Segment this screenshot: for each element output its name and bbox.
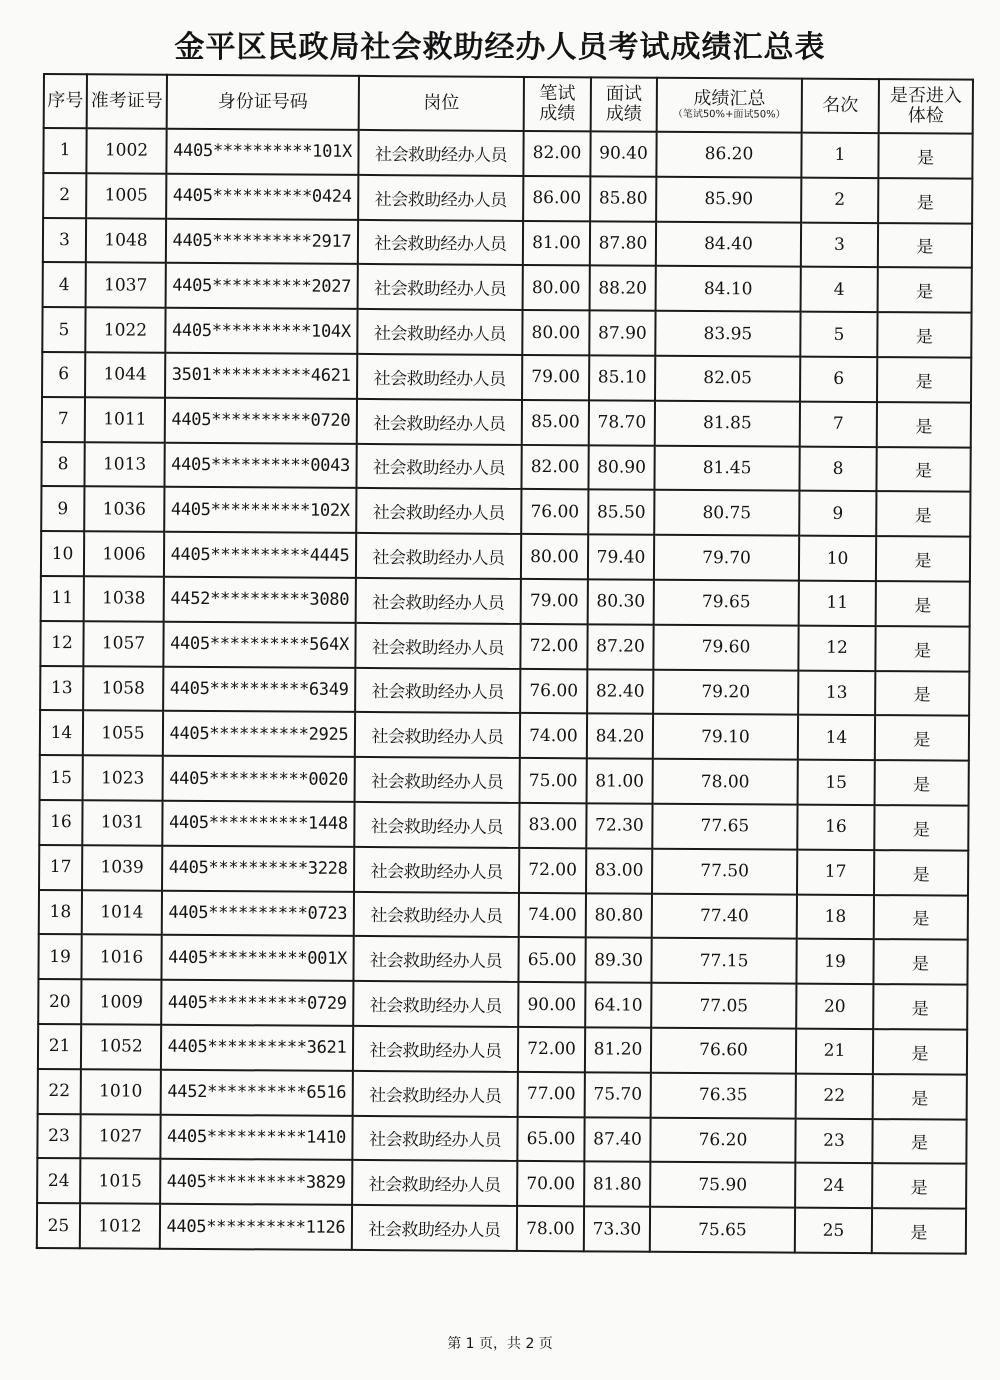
cell-id-number: 4405**********0043 xyxy=(164,442,356,488)
cell-id-number: 4405**********3829 xyxy=(160,1159,352,1205)
cell-written-score: 81.00 xyxy=(523,221,590,266)
cell-rank: 2 xyxy=(801,177,878,222)
cell-seq: 16 xyxy=(39,800,82,845)
cell-rank: 23 xyxy=(795,1118,872,1163)
cell-physical-exam: 是 xyxy=(875,626,969,671)
cell-ticket: 1014 xyxy=(82,890,162,935)
cell-post: 社会救助经办人员 xyxy=(358,175,523,221)
cell-physical-exam: 是 xyxy=(875,760,969,805)
header-rank: 名次 xyxy=(802,79,879,133)
cell-interview-score: 80.30 xyxy=(588,579,654,624)
cell-id-number: 4405**********0424 xyxy=(166,174,358,220)
cell-interview-score: 78.70 xyxy=(589,400,655,445)
cell-seq: 14 xyxy=(40,710,83,755)
cell-post: 社会救助经办人员 xyxy=(352,1205,517,1251)
cell-id-number: 4405**********6349 xyxy=(163,666,355,712)
table-row xyxy=(42,352,971,402)
cell-interview-score: 72.30 xyxy=(586,803,652,848)
cell-post: 社会救助经办人员 xyxy=(356,578,521,624)
cell-total-score: 78.00 xyxy=(653,759,798,805)
cell-id-number: 4405**********0723 xyxy=(162,890,354,936)
cell-interview-score: 87.80 xyxy=(590,221,656,266)
cell-id-number: 4452**********3080 xyxy=(164,577,356,623)
cell-total-score: 84.10 xyxy=(656,266,801,312)
cell-seq: 6 xyxy=(42,352,85,397)
cell-written-score: 80.00 xyxy=(521,534,588,579)
cell-total-score: 76.60 xyxy=(651,1028,796,1074)
table-body xyxy=(37,128,973,1254)
table-row xyxy=(37,1158,966,1208)
cell-written-score: 83.00 xyxy=(519,803,586,848)
table-row xyxy=(37,1114,966,1164)
header-interview-line2: 成绩 xyxy=(605,103,642,125)
cell-interview-score: 81.20 xyxy=(585,1027,651,1072)
cell-ticket: 1013 xyxy=(84,442,164,487)
table-row xyxy=(39,890,968,940)
cell-interview-score: 84.20 xyxy=(587,714,653,759)
cell-physical-exam: 是 xyxy=(878,267,972,312)
cell-ticket: 1039 xyxy=(82,845,162,890)
cell-total-score: 79.70 xyxy=(654,535,799,581)
table-row xyxy=(41,442,970,492)
cell-ticket: 1036 xyxy=(84,487,164,532)
header-interview-line1: 面试 xyxy=(605,83,642,105)
cell-id-number: 4405**********104X xyxy=(165,308,357,354)
cell-ticket: 1057 xyxy=(83,621,163,666)
table-row xyxy=(38,1024,967,1074)
cell-id-number: 4405**********0720 xyxy=(165,398,357,444)
cell-written-score: 78.00 xyxy=(517,1206,584,1251)
cell-post: 社会救助经办人员 xyxy=(356,444,521,490)
header-id-number: 身份证号码 xyxy=(167,75,359,130)
cell-interview-score: 85.50 xyxy=(588,490,654,535)
table-row xyxy=(43,128,972,178)
cell-physical-exam: 是 xyxy=(873,939,967,984)
cell-rank: 3 xyxy=(801,222,878,267)
cell-post: 社会救助经办人员 xyxy=(354,802,519,848)
table-row xyxy=(43,218,972,268)
cell-ticket: 1031 xyxy=(82,800,162,845)
cell-physical-exam: 是 xyxy=(878,223,972,268)
cell-ticket: 1010 xyxy=(81,1069,161,1114)
cell-rank: 22 xyxy=(796,1073,873,1118)
page-footer: 第 1 页，共 2 页 xyxy=(447,1336,553,1352)
cell-id-number: 4405**********001X xyxy=(161,935,353,981)
cell-post: 社会救助经办人员 xyxy=(358,130,523,176)
cell-ticket: 1022 xyxy=(85,307,165,352)
table-row xyxy=(42,307,971,357)
cell-written-score: 72.00 xyxy=(519,848,586,893)
cell-interview-score: 83.00 xyxy=(586,848,652,893)
cell-physical-exam: 是 xyxy=(876,491,970,536)
cell-post: 社会救助经办人员 xyxy=(353,1026,518,1072)
cell-ticket: 1016 xyxy=(81,935,161,980)
cell-id-number: 4452**********6516 xyxy=(161,1069,353,1115)
table-row xyxy=(39,845,968,895)
cell-post: 社会救助经办人员 xyxy=(353,1071,518,1117)
cell-written-score: 72.00 xyxy=(518,1027,585,1072)
cell-total-score: 77.05 xyxy=(651,983,796,1029)
cell-physical-exam: 是 xyxy=(877,402,971,447)
cell-total-score: 79.65 xyxy=(654,580,799,626)
cell-physical-exam: 是 xyxy=(878,178,972,223)
cell-ticket: 1037 xyxy=(86,263,166,308)
cell-ticket: 1038 xyxy=(84,576,164,621)
cell-rank: 21 xyxy=(796,1029,873,1074)
cell-seq: 10 xyxy=(41,531,84,576)
cell-physical-exam: 是 xyxy=(876,447,970,492)
cell-rank: 12 xyxy=(798,625,875,670)
header-post: 岗位 xyxy=(359,76,524,131)
cell-ticket: 1012 xyxy=(80,1203,160,1248)
cell-interview-score: 87.20 xyxy=(587,624,653,669)
cell-written-score: 85.00 xyxy=(522,400,589,445)
header-written-line1: 笔试 xyxy=(539,83,576,105)
header-written-line2: 成绩 xyxy=(539,103,576,125)
cell-written-score: 82.00 xyxy=(523,131,590,176)
cell-interview-score: 80.90 xyxy=(588,445,654,490)
cell-ticket: 1011 xyxy=(85,397,165,442)
header-ticket: 准考证号 xyxy=(87,74,167,128)
cell-seq: 13 xyxy=(40,666,83,711)
cell-seq: 24 xyxy=(37,1158,80,1203)
cell-physical-exam: 是 xyxy=(878,133,972,178)
cell-rank: 10 xyxy=(799,536,876,581)
cell-post: 社会救助经办人员 xyxy=(358,264,523,310)
cell-ticket: 1009 xyxy=(81,979,161,1024)
cell-total-score: 80.75 xyxy=(654,490,799,536)
cell-post: 社会救助经办人员 xyxy=(355,757,520,803)
cell-seq: 4 xyxy=(43,262,86,307)
cell-interview-score: 82.40 xyxy=(587,669,653,714)
header-exam-line2: 体检 xyxy=(907,105,944,127)
cell-post: 社会救助经办人员 xyxy=(353,936,518,982)
cell-post: 社会救助经办人员 xyxy=(354,847,519,893)
cell-id-number: 4405**********3228 xyxy=(162,845,354,891)
cell-rank: 13 xyxy=(798,670,875,715)
cell-rank: 7 xyxy=(800,401,877,446)
header-seq: 序号 xyxy=(44,74,87,128)
table-row xyxy=(40,621,969,671)
cell-written-score: 80.00 xyxy=(522,310,589,355)
cell-seq: 2 xyxy=(43,173,86,218)
cell-rank: 15 xyxy=(798,760,875,805)
cell-physical-exam: 是 xyxy=(875,671,969,716)
cell-physical-exam: 是 xyxy=(877,312,971,357)
cell-total-score: 85.90 xyxy=(656,177,801,223)
header-total-label: 成绩汇总 xyxy=(693,87,766,110)
cell-total-score: 81.45 xyxy=(654,445,799,491)
cell-seq: 25 xyxy=(37,1203,80,1248)
cell-id-number: 4405**********4445 xyxy=(164,532,356,578)
cell-interview-score: 73.30 xyxy=(584,1206,650,1251)
cell-id-number: 4405**********3621 xyxy=(161,1025,353,1071)
cell-seq: 18 xyxy=(39,890,82,935)
cell-id-number: 4405**********1410 xyxy=(160,1114,352,1160)
cell-written-score: 79.00 xyxy=(522,355,589,400)
header-written xyxy=(524,77,591,131)
table-row xyxy=(41,531,970,581)
cell-ticket: 1023 xyxy=(83,755,163,800)
cell-ticket: 1005 xyxy=(86,173,166,218)
cell-written-score: 65.00 xyxy=(517,1116,584,1161)
cell-physical-exam: 是 xyxy=(874,850,968,895)
cell-id-number: 4405**********0020 xyxy=(163,756,355,802)
cell-interview-score: 81.80 xyxy=(584,1162,650,1207)
cell-post: 社会救助经办人员 xyxy=(356,533,521,579)
cell-written-score: 86.00 xyxy=(523,176,590,221)
cell-interview-score: 89.30 xyxy=(585,938,651,983)
cell-total-score: 82.05 xyxy=(655,356,800,402)
cell-physical-exam: 是 xyxy=(873,1029,967,1074)
cell-total-score: 79.10 xyxy=(653,714,798,760)
cell-total-score: 86.20 xyxy=(656,132,801,178)
cell-physical-exam: 是 xyxy=(876,581,970,626)
table-row xyxy=(42,397,971,447)
cell-interview-score: 80.80 xyxy=(586,893,652,938)
cell-written-score: 76.00 xyxy=(520,668,587,713)
header-exam xyxy=(879,79,973,134)
cell-total-score: 77.50 xyxy=(652,848,797,894)
cell-written-score: 72.00 xyxy=(520,624,587,669)
table-row xyxy=(40,710,969,760)
cell-physical-exam: 是 xyxy=(872,1163,966,1208)
cell-interview-score: 85.10 xyxy=(589,355,655,400)
table-row xyxy=(38,979,967,1029)
header-total-note: （笔试50%+面试50%） xyxy=(672,108,786,121)
cell-rank: 1 xyxy=(801,133,878,178)
cell-total-score: 81.85 xyxy=(655,401,800,447)
cell-ticket: 1044 xyxy=(85,352,165,397)
table-row xyxy=(37,1203,966,1253)
table-row xyxy=(41,576,970,626)
cell-written-score: 70.00 xyxy=(517,1161,584,1206)
cell-written-score: 80.00 xyxy=(523,265,590,310)
cell-ticket: 1052 xyxy=(81,1024,161,1069)
cell-interview-score: 79.40 xyxy=(588,535,654,580)
cell-interview-score: 90.40 xyxy=(590,131,656,176)
cell-id-number: 4405**********101X xyxy=(166,129,358,175)
cell-written-score: 74.00 xyxy=(520,713,587,758)
cell-id-number: 4405**********102X xyxy=(164,487,356,533)
cell-post: 社会救助经办人员 xyxy=(355,623,520,669)
cell-rank: 18 xyxy=(797,894,874,939)
cell-post: 社会救助经办人员 xyxy=(355,712,520,758)
cell-total-score: 77.40 xyxy=(652,893,797,939)
cell-id-number: 4405**********2917 xyxy=(166,218,358,264)
cell-interview-score: 64.10 xyxy=(585,982,651,1027)
cell-post: 社会救助经办人员 xyxy=(353,981,518,1027)
cell-seq: 11 xyxy=(41,576,84,621)
cell-seq: 1 xyxy=(43,128,86,173)
cell-written-score: 82.00 xyxy=(521,445,588,490)
table-row xyxy=(39,800,968,850)
cell-physical-exam: 是 xyxy=(877,357,971,402)
cell-written-score: 76.00 xyxy=(521,489,588,534)
cell-written-score: 75.00 xyxy=(520,758,587,803)
cell-post: 社会救助经办人员 xyxy=(352,1115,517,1161)
cell-seq: 19 xyxy=(38,934,81,979)
cell-ticket: 1027 xyxy=(80,1114,160,1159)
cell-rank: 8 xyxy=(799,446,876,491)
cell-id-number: 4405**********0729 xyxy=(161,980,353,1026)
cell-ticket: 1015 xyxy=(80,1159,160,1204)
cell-rank: 5 xyxy=(800,312,877,357)
cell-seq: 7 xyxy=(42,397,85,442)
cell-written-score: 65.00 xyxy=(518,937,585,982)
cell-rank: 17 xyxy=(797,849,874,894)
table-row xyxy=(40,666,969,716)
cell-post: 社会救助经办人员 xyxy=(354,891,519,937)
cell-seq: 22 xyxy=(38,1069,81,1114)
header-exam-line1: 是否进入 xyxy=(889,85,962,107)
cell-rank: 25 xyxy=(795,1208,872,1253)
cell-rank: 16 xyxy=(797,805,874,850)
cell-written-score: 79.00 xyxy=(521,579,588,624)
cell-seq: 9 xyxy=(41,486,84,531)
cell-id-number: 4405**********1448 xyxy=(162,801,354,847)
cell-total-score: 77.15 xyxy=(651,938,796,984)
cell-seq: 21 xyxy=(38,1024,81,1069)
header-total xyxy=(657,78,802,133)
cell-seq: 5 xyxy=(42,307,85,352)
cell-id-number: 4405**********2027 xyxy=(166,263,358,309)
table-row xyxy=(43,262,972,312)
cell-physical-exam: 是 xyxy=(875,715,969,760)
cell-id-number: 4405**********564X xyxy=(163,622,355,668)
cell-id-number: 3501**********4621 xyxy=(165,353,357,399)
cell-physical-exam: 是 xyxy=(872,1208,966,1253)
cell-post: 社会救助经办人员 xyxy=(357,309,522,355)
cell-ticket: 1006 xyxy=(84,531,164,576)
cell-id-number: 4405**********1126 xyxy=(160,1204,352,1250)
cell-interview-score: 85.80 xyxy=(590,176,656,221)
cell-physical-exam: 是 xyxy=(874,895,968,940)
cell-ticket: 1048 xyxy=(86,218,166,263)
cell-interview-score: 87.40 xyxy=(584,1117,650,1162)
table-header-row xyxy=(44,74,973,134)
table-row xyxy=(43,173,972,223)
cell-total-score: 79.20 xyxy=(653,669,798,715)
cell-post: 社会救助经办人员 xyxy=(357,354,522,400)
cell-post: 社会救助经办人员 xyxy=(358,220,523,266)
cell-physical-exam: 是 xyxy=(873,1074,967,1119)
cell-physical-exam: 是 xyxy=(872,1119,966,1164)
cell-rank: 24 xyxy=(795,1163,872,1208)
cell-post: 社会救助经办人员 xyxy=(352,1160,517,1206)
cell-total-score: 76.35 xyxy=(651,1072,796,1118)
cell-interview-score: 87.90 xyxy=(589,311,655,356)
cell-post: 社会救助经办人员 xyxy=(357,399,522,445)
cell-rank: 11 xyxy=(799,581,876,626)
cell-ticket: 1058 xyxy=(83,666,163,711)
cell-seq: 15 xyxy=(40,755,83,800)
cell-rank: 14 xyxy=(798,715,875,760)
cell-total-score: 76.20 xyxy=(650,1117,795,1163)
cell-physical-exam: 是 xyxy=(874,805,968,850)
cell-written-score: 90.00 xyxy=(518,982,585,1027)
cell-ticket: 1055 xyxy=(83,711,163,756)
cell-rank: 6 xyxy=(800,357,877,402)
cell-written-score: 74.00 xyxy=(519,892,586,937)
cell-interview-score: 88.20 xyxy=(590,266,656,311)
cell-physical-exam: 是 xyxy=(873,984,967,1029)
cell-ticket: 1002 xyxy=(86,128,166,173)
cell-seq: 20 xyxy=(38,979,81,1024)
cell-physical-exam: 是 xyxy=(876,536,970,581)
cell-seq: 17 xyxy=(39,845,82,890)
cell-rank: 4 xyxy=(801,267,878,312)
cell-rank: 9 xyxy=(799,491,876,536)
cell-total-score: 84.40 xyxy=(656,221,801,267)
cell-post: 社会救助经办人员 xyxy=(356,488,521,534)
cell-id-number: 4405**********2925 xyxy=(163,711,355,757)
cell-rank: 19 xyxy=(796,939,873,984)
cell-interview-score: 81.00 xyxy=(587,758,653,803)
table-row xyxy=(41,486,970,536)
cell-seq: 23 xyxy=(37,1114,80,1159)
cell-total-score: 79.60 xyxy=(653,625,798,671)
cell-total-score: 75.65 xyxy=(650,1207,795,1253)
cell-seq: 12 xyxy=(40,621,83,666)
table-row xyxy=(40,755,969,805)
cell-total-score: 75.90 xyxy=(650,1162,795,1208)
table-row xyxy=(38,934,967,984)
table-row xyxy=(38,1069,967,1119)
cell-written-score: 77.00 xyxy=(518,1072,585,1117)
cell-interview-score: 75.70 xyxy=(585,1072,651,1117)
cell-total-score: 83.95 xyxy=(655,311,800,357)
cell-seq: 8 xyxy=(41,442,84,487)
score-table xyxy=(36,73,974,1255)
cell-total-score: 77.65 xyxy=(652,804,797,850)
cell-post: 社会救助经办人员 xyxy=(355,667,520,713)
header-interview xyxy=(591,77,657,131)
cell-rank: 20 xyxy=(796,984,873,1029)
page-title: 金平区民政局社会救助经办人员考试成绩汇总表 xyxy=(174,30,826,65)
cell-seq: 3 xyxy=(43,218,86,263)
